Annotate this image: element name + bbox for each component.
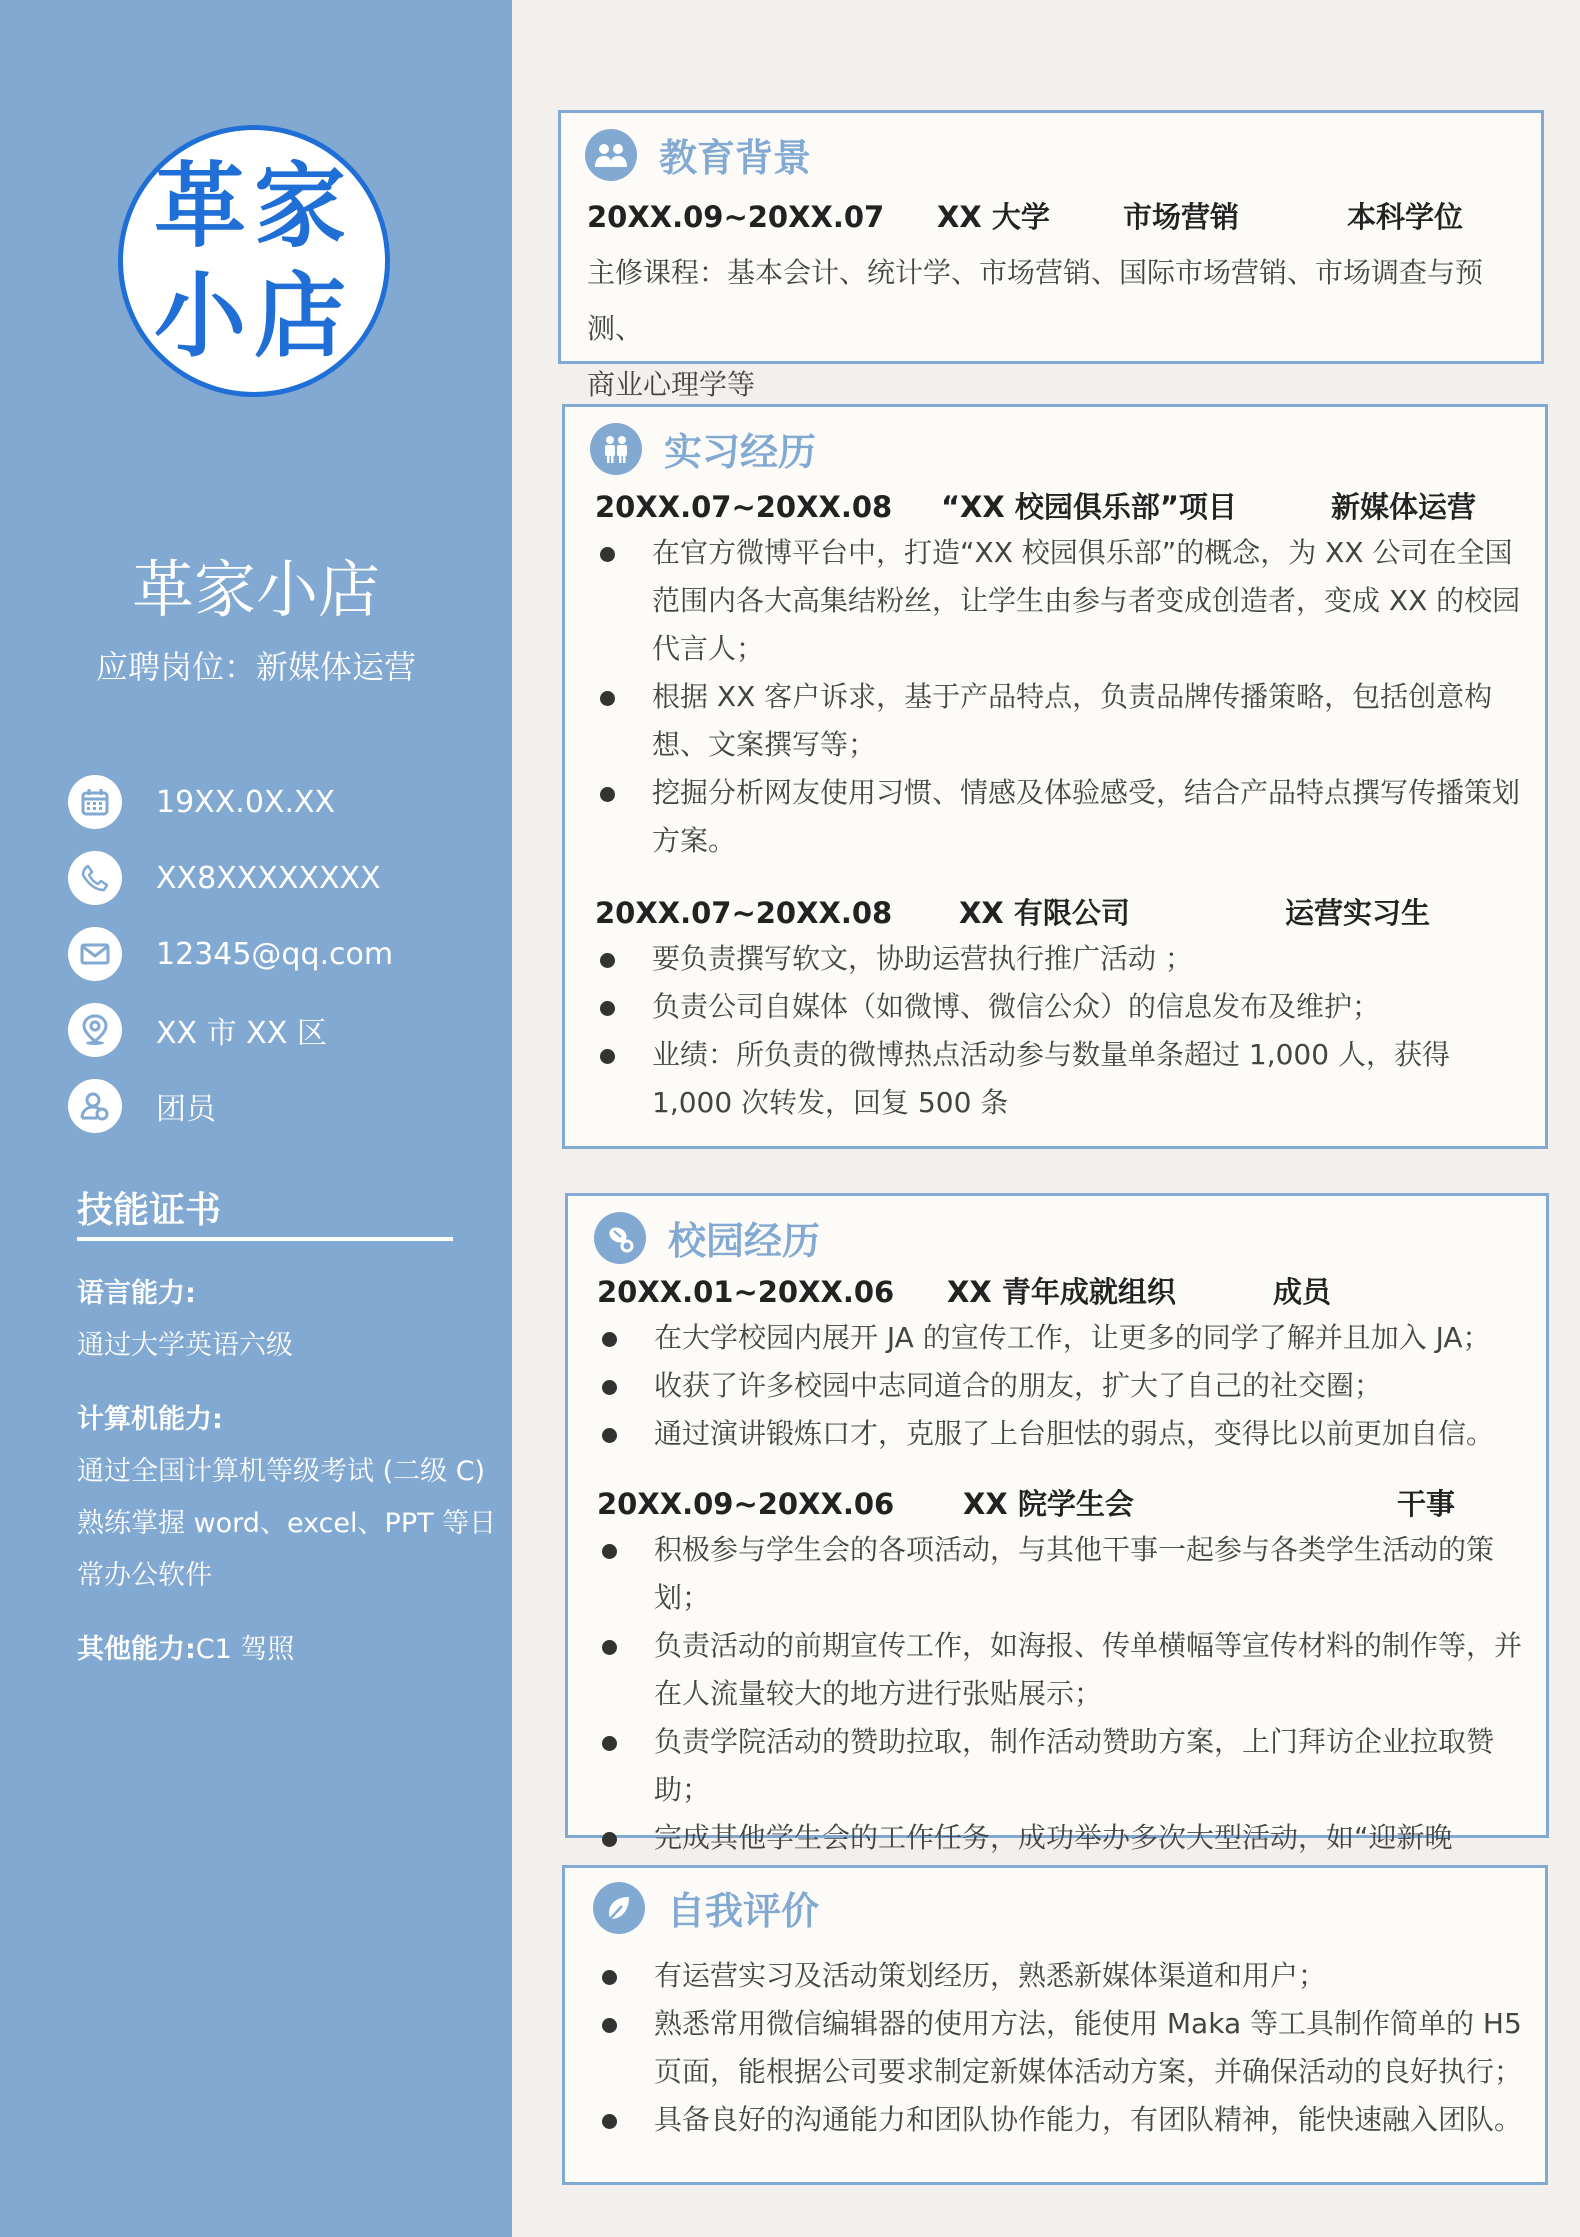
education-title: 教育背景 bbox=[659, 136, 812, 180]
list-item: 有运营实习及活动策划经历，熟悉新媒体渠道和用户； bbox=[599, 1952, 1529, 2000]
section-title bbox=[594, 1210, 820, 1265]
education-section bbox=[558, 110, 1544, 401]
edu-degree: 本科学位 bbox=[1347, 200, 1464, 234]
list-item: 负责公司自媒体（如微博、微信公众）的信息发布及维护； bbox=[597, 983, 1527, 1031]
language-label: 语言能力: bbox=[77, 1278, 196, 1309]
people-icon bbox=[590, 423, 642, 475]
contact-political-status bbox=[68, 1068, 393, 1144]
sidebar bbox=[0, 0, 512, 2237]
contact-birthdate bbox=[68, 764, 393, 840]
other-text: C1 驾照 bbox=[195, 1634, 295, 1665]
contact-text: 团员 bbox=[156, 1092, 216, 1127]
other-label: 其他能力: bbox=[77, 1634, 196, 1665]
list-item: 积极参与学生会的各项活动，与其他干事一起参与各类学生活动的策划； bbox=[599, 1526, 1529, 1622]
contact-text: XX 市 XX 区 bbox=[156, 1016, 327, 1051]
intern-date: 20XX.07~20XX.08 bbox=[595, 896, 893, 930]
contact-text: 12345@qq.com bbox=[156, 936, 394, 972]
graduates-icon bbox=[585, 129, 637, 181]
mail-icon bbox=[68, 927, 122, 981]
internship-bullets-1 bbox=[597, 529, 1527, 865]
campus-bullets-2 bbox=[599, 1526, 1529, 1910]
skills-list bbox=[77, 1268, 497, 1676]
logo-seal bbox=[118, 125, 390, 397]
phone-icon bbox=[68, 851, 122, 905]
campus-org: XX 青年成就组织 bbox=[947, 1275, 1176, 1309]
calendar-icon bbox=[68, 775, 122, 829]
contact-location bbox=[68, 992, 393, 1068]
contact-text: XX8XXXXXXXX bbox=[156, 860, 381, 896]
edu-major: 市场营销 bbox=[1123, 200, 1240, 234]
list-item: 业绩：所负责的微博热点活动参与数量单条超过 1,000 人，获得 1,000 次转发，回复 500 条 bbox=[597, 1031, 1527, 1127]
intern-org: “XX 校园俱乐部”项目 bbox=[941, 490, 1237, 524]
internship-bullets-2 bbox=[597, 935, 1527, 1127]
leaf-icon bbox=[593, 1882, 645, 1934]
internship-section bbox=[562, 404, 1548, 1149]
list-item: 负责学院活动的赞助拉取，制作活动赞助方案，上门拜访企业拉取赞助； bbox=[599, 1718, 1529, 1814]
person-icon bbox=[68, 1079, 122, 1133]
campus-date: 20XX.01~20XX.06 bbox=[597, 1275, 895, 1309]
list-item: 完成其他学生会的工作任务，成功举办多次大型活动，如“迎新晚 bbox=[599, 1814, 1529, 1910]
computer-text-1: 通过全国计算机等级考试 (二级 C) bbox=[77, 1456, 486, 1487]
course-line-1: 主修课程：基本会计、统计学、市场营销、国际市场营销、市场调查与预测、 bbox=[587, 256, 1484, 345]
intern-date: 20XX.07~20XX.08 bbox=[595, 490, 893, 524]
computer-label: 计算机能力: bbox=[77, 1404, 223, 1435]
internship-title: 实习经历 bbox=[664, 430, 817, 474]
list-item: 根据 XX 客户诉求，基于产品特点，负责品牌传播策略，包括创意构想、文案撰写等； bbox=[597, 673, 1527, 769]
logo-line-1: 革家 bbox=[153, 152, 354, 260]
computer-text-2: 熟练掌握 word、excel、PPT 等日 bbox=[77, 1508, 497, 1539]
list-item: 要负责撰写软文，协助运营执行推广活动 ； bbox=[597, 935, 1527, 983]
internship-row-1 bbox=[595, 483, 1535, 531]
campus-org: XX 院学生会 bbox=[963, 1487, 1134, 1521]
computer-text-3: 常办公软件 bbox=[77, 1560, 212, 1591]
job-target: 应聘岗位：新媒体运营 bbox=[95, 648, 416, 686]
campus-role: 干事 bbox=[1397, 1487, 1456, 1521]
list-item: 在大学校园内展开 JA 的宣传工作，让更多的同学了解并且加入 JA； bbox=[599, 1314, 1529, 1362]
campus-date: 20XX.09~20XX.06 bbox=[597, 1487, 895, 1521]
contact-email bbox=[68, 916, 393, 992]
section-title bbox=[590, 421, 816, 476]
campus-role: 成员 bbox=[1273, 1275, 1332, 1309]
edu-school: XX 大学 bbox=[937, 200, 1050, 234]
intern-org: XX 有限公司 bbox=[959, 896, 1130, 930]
list-item: 收获了许多校园中志同道合的朋友，扩大了自己的社交圈； bbox=[599, 1362, 1529, 1410]
list-item: 负责活动的前期宣传工作，如海报、传单横幅等宣传材料的制作等，并在人流量较大的地方进行张贴展示； bbox=[599, 1622, 1529, 1718]
edu-courses bbox=[587, 245, 1537, 413]
campus-title: 校园经历 bbox=[668, 1219, 821, 1263]
self-eval-title: 自我评价 bbox=[667, 1889, 820, 1933]
campus-icon bbox=[594, 1212, 646, 1264]
self-evaluation-section bbox=[562, 1865, 1548, 2185]
candidate-name: 革家小店 bbox=[131, 556, 380, 625]
location-icon bbox=[68, 1003, 122, 1057]
contact-list bbox=[68, 764, 393, 1144]
campus-row-1 bbox=[597, 1268, 1537, 1316]
skills-heading: 技能证书 bbox=[77, 1190, 222, 1231]
list-item: 挖掘分析网友使用习惯、情感及体验感受，结合产品特点撰写传播策划方案。 bbox=[597, 769, 1527, 865]
logo-line-2: 小店 bbox=[153, 262, 354, 370]
campus-row-2 bbox=[597, 1480, 1537, 1528]
contact-text: 19XX.0X.XX bbox=[156, 784, 336, 820]
education-row bbox=[587, 193, 1527, 241]
section-title bbox=[593, 1880, 819, 1935]
intern-role: 运营实习生 bbox=[1285, 896, 1431, 930]
course-line-2: 商业心理学等 bbox=[587, 368, 756, 401]
other-skill bbox=[77, 1624, 497, 1676]
self-eval-bullets bbox=[599, 1952, 1529, 2144]
section-title bbox=[585, 127, 811, 182]
list-item: 具备良好的沟通能力和团队协作能力，有团队精神，能快速融入团队。 bbox=[599, 2096, 1529, 2144]
campus-section bbox=[565, 1193, 1549, 1854]
list-item: 在官方微博平台中，打造“XX 校园俱乐部”的概念，为 XX 公司在全国范围内各大高集结粉丝，让学生由参与者变成创造者，变成 XX 的校园代言人； bbox=[597, 529, 1527, 673]
skills-divider bbox=[77, 1237, 453, 1241]
internship-row-2 bbox=[595, 889, 1535, 937]
intern-role: 新媒体运营 bbox=[1331, 490, 1477, 524]
list-item: 熟悉常用微信编辑器的使用方法，能使用 Maka 等工具制作简单的 H5 页面，能根据公司要求制定新媒体活动方案，并确保活动的良好执行； bbox=[599, 2000, 1529, 2096]
list-item: 通过演讲锻炼口才，克服了上台胆怯的弱点，变得比以前更加自信。 bbox=[599, 1410, 1529, 1458]
edu-date: 20XX.09~20XX.07 bbox=[587, 200, 885, 234]
language-text: 通过大学英语六级 bbox=[77, 1330, 293, 1361]
campus-bullets-1 bbox=[599, 1314, 1529, 1458]
contact-phone bbox=[68, 840, 393, 916]
